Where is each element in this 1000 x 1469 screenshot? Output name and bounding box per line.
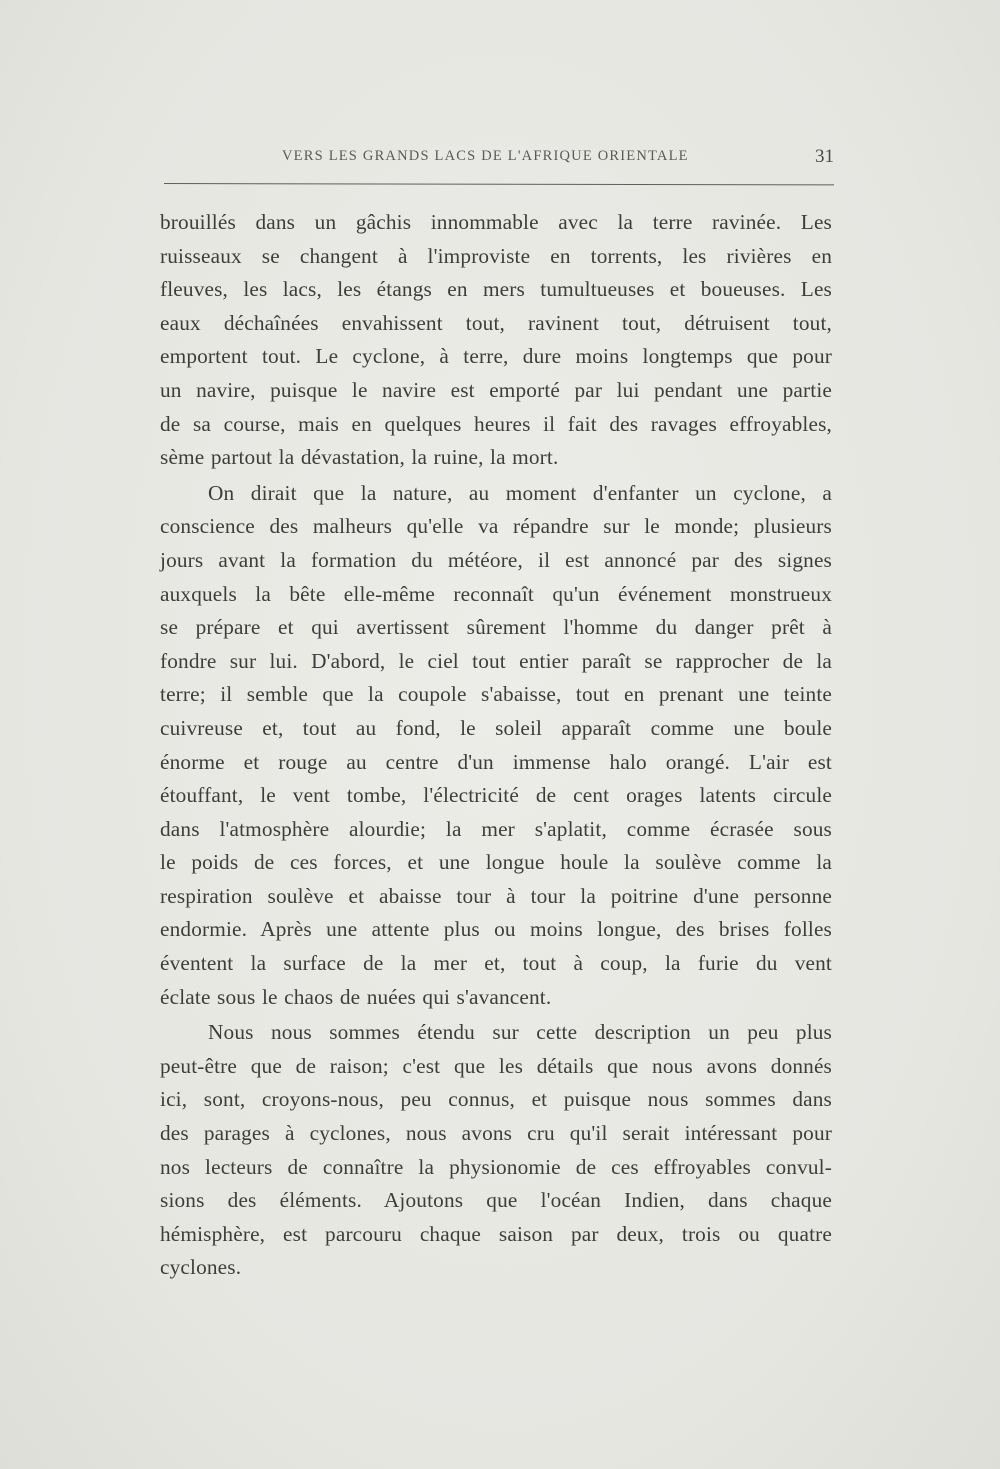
text-line: peut-être que de raison; c'est que les détails que nous avons donnés xyxy=(160,1053,832,1078)
text-line: de sa course, mais en quelques heures il fait des ravages effroyables, xyxy=(160,411,832,436)
text-line: hémisphère, est parcouru chaque saison par deux, trois ou quatre xyxy=(160,1221,832,1246)
text-line: emportent tout. Le cyclone, à terre, dure moins longtemps que pour xyxy=(160,344,832,369)
text-line: nos lecteurs de connaître la physionomie de ces effroyables convul- xyxy=(160,1154,832,1179)
header-rule xyxy=(164,183,834,185)
paragraph-1 xyxy=(160,206,832,475)
text-line: terre; il semble que la coupole s'abaisse, tout en prenant une teinte xyxy=(160,682,832,707)
text-line: respiration soulève et abaisse tour à tour la poitrine d'une personne xyxy=(160,883,832,908)
text-line: ruisseaux se changent à l'improviste en torrents, les rivières en xyxy=(160,243,832,268)
running-head xyxy=(160,146,840,172)
text-line: endormie. Après une attente plus ou moins longue, des brises folles xyxy=(160,917,832,942)
text-line: eaux déchaînées envahissent tout, ravinent tout, détruisent tout, xyxy=(160,310,832,335)
text-line: brouillés dans un gâchis innommable avec la terre ravinée. Les xyxy=(160,210,832,234)
text-line: éclate sous le chaos de nuées qui s'avancent. xyxy=(160,984,552,1009)
text-line: On dirait que la nature, au moment d'enfanter un cyclone, a xyxy=(208,480,832,505)
text-line: étouffant, le vent tombe, l'électricité de cent orages latents circule xyxy=(160,783,832,808)
text-line: des parages à cyclones, nous avons cru qu'il serait intéressant pour xyxy=(160,1121,832,1146)
paragraph-3 xyxy=(160,1016,832,1285)
text-line: cuivreuse et, tout au fond, le soleil apparaît comme une boule xyxy=(160,715,832,740)
text-line: fondre sur lui. D'abord, le ciel tout entier paraît se rapprocher de la xyxy=(160,648,832,673)
text-line: fleuves, les lacs, les étangs en mers tumultueuses et boueuses. Les xyxy=(160,277,832,302)
text-line: cyclones. xyxy=(160,1255,242,1280)
text-line: sions des éléments. Ajoutons que l'océan Indien, dans chaque xyxy=(160,1188,832,1213)
text-line: dans l'atmosphère alourdie; la mer s'aplatit, comme écrasée sous xyxy=(160,816,832,841)
running-title: VERS LES GRANDS LACS DE L'AFRIQUE ORIENTALE xyxy=(282,148,689,164)
page-number: 31 xyxy=(815,146,834,167)
body-text xyxy=(160,206,832,1285)
text-line: Nous nous sommes étendu sur cette description un peu plus xyxy=(208,1020,832,1045)
text-line: un navire, puisque le navire est emporté par lui pendant une partie xyxy=(160,377,832,402)
text-line: ici, sont, croyons-nous, peu connus, et puisque nous sommes dans xyxy=(160,1087,832,1112)
text-line: jours avant la formation du météore, il est annoncé par des signes xyxy=(160,547,832,572)
text-line: conscience des malheurs qu'elle va répandre sur le monde; plusieurs xyxy=(160,514,832,539)
text-line: auxquels la bête elle-même reconnaît qu'un événement monstrueux xyxy=(160,581,832,606)
paragraph-2 xyxy=(160,477,832,1015)
text-line: se prépare et qui avertissent sûrement l'homme du danger prêt à xyxy=(160,615,832,640)
text-line: énorme et rouge au centre d'un immense halo orangé. L'air est xyxy=(160,749,832,774)
text-line: le poids de ces forces, et une longue houle la soulève comme la xyxy=(160,850,832,875)
text-line: éventent la surface de la mer et, tout à coup, la furie du vent xyxy=(160,951,832,976)
text-line: sème partout la dévastation, la ruine, la mort. xyxy=(160,445,559,470)
